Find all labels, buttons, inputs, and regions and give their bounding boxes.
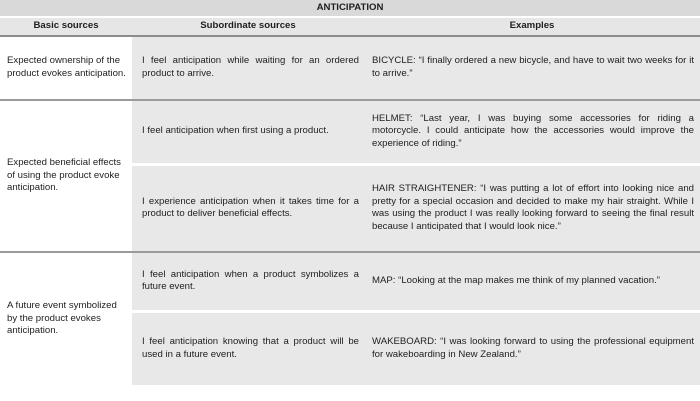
header-subordinate-sources: Subordinate sources (132, 17, 364, 36)
example-cell: MAP: “Looking at the map makes me think of my planned vacation.” (364, 252, 700, 311)
basic-source-cell: Expected beneficial effects of using the product evoke anticipation. (0, 100, 132, 252)
table-row (0, 36, 700, 100)
header-basic-sources: Basic sources (0, 17, 132, 36)
table-row (0, 252, 700, 311)
example-cell: WAKEBOARD: “I was looking forward to using the professional equipment for wakeboarding in New Zealand.” (364, 311, 700, 385)
example-cell: BICYCLE: “I finally ordered a new bicycle, and have to wait two weeks for it to arrive.” (364, 36, 700, 100)
table-title: ANTICIPATION (0, 0, 700, 17)
subordinate-source-cell: I feel anticipation when a product symbolizes a future event. (132, 252, 364, 311)
title-row (0, 0, 700, 17)
subordinate-source-cell: I feel anticipation knowing that a product will be used in a future event. (132, 311, 364, 385)
subordinate-source-cell: I feel anticipation while waiting for an ordered product to arrive. (132, 36, 364, 100)
subordinate-source-cell: I experience anticipation when it takes time for a product to deliver beneficial effects. (132, 164, 364, 252)
table-row (0, 100, 700, 164)
header-row (0, 17, 700, 36)
example-cell: HAIR STRAIGHTENER: “I was putting a lot of effort into looking nice and pretty for a special occasion and decided to make my hair straight. While I was using the product I was really looking forward to seeing the final result because I anticipated that I would look nice.” (364, 164, 700, 252)
basic-source-cell: Expected ownership of the product evokes anticipation. (0, 36, 132, 100)
example-cell: HELMET: “Last year, I was buying some accessories for riding a motorcycle. I could anticipate how the accessories would improve the experience of riding.” (364, 100, 700, 164)
subordinate-source-cell: I feel anticipation when first using a product. (132, 100, 364, 164)
basic-source-cell: A future event symbolized by the product evokes anticipation. (0, 252, 132, 385)
header-examples: Examples (364, 17, 700, 36)
